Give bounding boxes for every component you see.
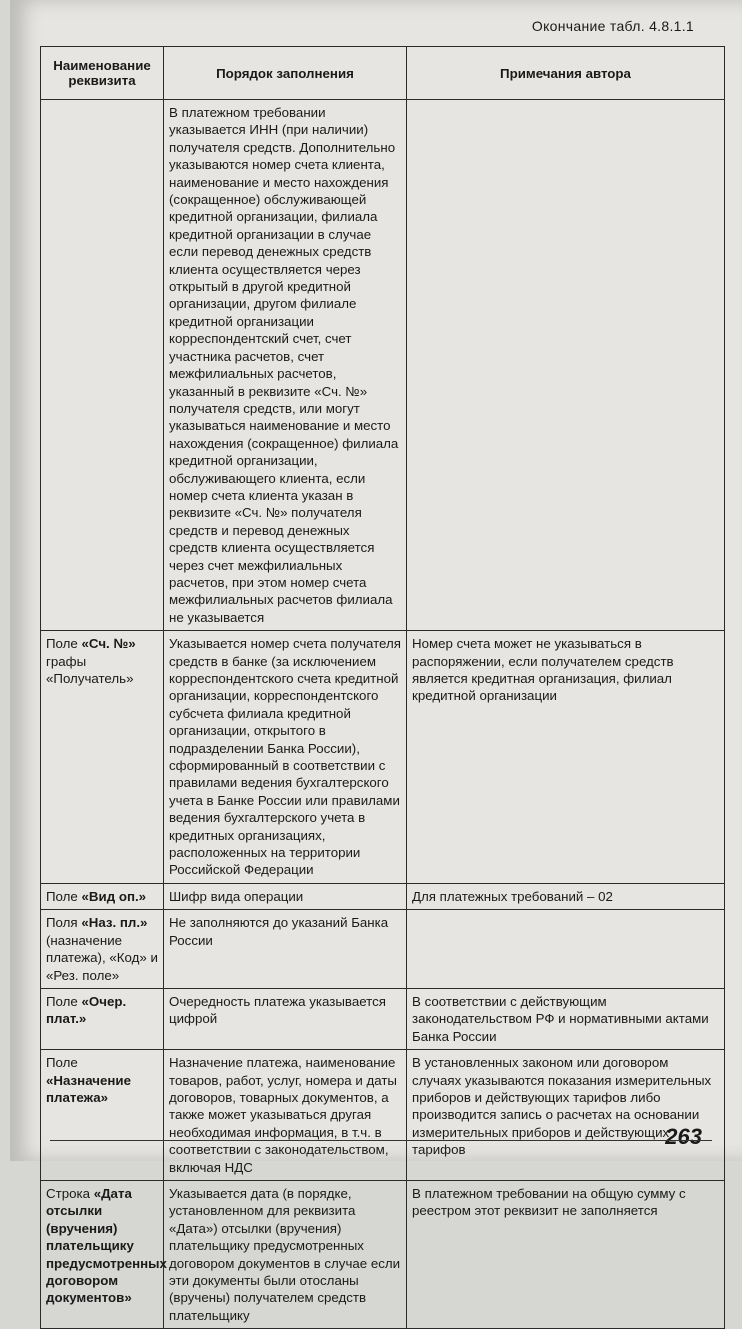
author-note-cell xyxy=(407,100,725,631)
requisite-name-bold: «Очер. плат.» xyxy=(46,993,127,1027)
requisite-name-cell xyxy=(41,1180,167,1328)
table-row xyxy=(41,631,725,884)
footer-divider xyxy=(50,1140,712,1141)
fill-order-cell: Указывается дата (в порядке, установленном для реквизита «Дата») отсылки (вручения) плательщику предусмотренных договором документов в случае если эти документы были отосланы (вручены) получателем средств плательщику xyxy=(164,1180,407,1328)
requisite-name-prefix: Поле xyxy=(46,888,82,904)
requisite-name-prefix: Поле xyxy=(46,636,82,652)
requisite-name-suffix: графы «Получатель» xyxy=(46,653,134,686)
fill-order-cell: Шифр вида операции xyxy=(164,883,407,909)
requisite-name-cell xyxy=(41,631,164,884)
table-header-row xyxy=(41,47,725,100)
header-fill-order: Порядок заполнения xyxy=(164,47,407,100)
table-row xyxy=(41,910,725,989)
author-note-cell: Для платежных требований – 02 xyxy=(407,883,725,909)
author-note-cell xyxy=(407,910,725,989)
book-page xyxy=(10,0,742,1323)
requisite-name-bold: «Наз. пл.» xyxy=(81,915,148,931)
requisite-name-cell xyxy=(41,100,164,631)
requisite-name-prefix: Поля xyxy=(46,915,82,931)
header-requisite-name: Наименование реквизита xyxy=(41,47,164,100)
requisite-name-suffix: (назначение платежа), «Код» и «Рез. поле» xyxy=(46,932,158,983)
requisite-name-bold: «Назначение платежа» xyxy=(46,1072,131,1105)
requisite-name-bold: «Вид оп.» xyxy=(81,888,147,904)
fill-order-cell: Назначение платежа, наименование товаров, работ, услуг, номера и даты договоров, товарных документов, а также может указываться другая необходимая информация, в т.ч. в соответствии с законодательством, включая НДС xyxy=(164,1050,407,1181)
fill-order-cell: Не заполняются до указаний Банка России xyxy=(164,910,407,989)
fill-order-cell: Очередность платежа указывается цифрой xyxy=(164,988,407,1049)
table-row xyxy=(41,883,725,909)
table-row xyxy=(41,100,725,631)
requisites-table xyxy=(40,46,725,1329)
requisite-name-cell xyxy=(41,988,164,1049)
header-author-notes: Примечания автора xyxy=(407,47,725,100)
fill-order-cell: В платежном требовании указывается ИНН (при наличии) получателя средств. Дополнительно указываются номер счета клиента, наименование и место нахождения (сокращенное) обслуживающей кредитной организации, филиала кредитной организации в случае если перевод денежных средств клиента осуществляется через открытый в другой кредитной организации, другом филиале кредитной организации корреспондентский счет, счет участника расчетов, счет межфилиальных расчетов, указанный в реквизите «Сч. №» получателя средств, или могут указываться наименование и место нахождения (сокращенное) филиала кредитной организации, обслуживающего клиента, если номер счета клиента указан в реквизите «Сч. №» получателя средств и перевод денежных средств клиента осуществляется через счет межфилиальных расчетов, при этом номер счета межфилиальных расчетов филиала не указывается xyxy=(164,100,407,631)
author-note-cell: В платежном требовании на общую сумму с реестром этот реквизит не заполняется xyxy=(407,1180,725,1328)
requisite-name-cell xyxy=(41,883,164,909)
page-number: 263 xyxy=(665,1124,702,1149)
fill-order-cell: Указывается номер счета получателя средств в банке (за исключением корреспондентского счета кредитной организации, корреспондентского субсчета филиала кредитной организации, открытого в подразделении Банка России), сформированный в соответствии с правилами ведения бухгалтерского учета в Банке России или правилами ведения бухгалтерского учета в кредитных организациях, расположенных на территории Российской Федерации xyxy=(164,631,407,884)
requisite-name-prefix: Поле xyxy=(46,1055,78,1071)
table-row xyxy=(41,988,725,1049)
requisite-name-prefix: Поле xyxy=(46,993,82,1009)
requisite-name-bold: «Дата отсылки (вручения) плательщику предусмотренных договором документов» xyxy=(46,1185,167,1306)
requisite-name-cell xyxy=(41,910,164,989)
requisite-name-bold: «Сч. №» xyxy=(81,636,136,652)
author-note-cell: Номер счета может не указываться в распоряжении, если получателем средств является кредитная организация, филиал кредитной организации xyxy=(407,631,725,884)
table-row xyxy=(41,1180,725,1328)
requisite-name-prefix: Строка xyxy=(46,1185,94,1201)
author-note-cell: В установленных законом или договором случаях указываются показания измерительных приборов и действующих тарифов либо производится запись о расчетах на основании измерительных приборов и действующих тарифов xyxy=(407,1050,725,1181)
continuation-note: Окончание табл. 4.8.1.1 xyxy=(531,18,694,34)
author-note-cell: В соответствии с действующим законодательством РФ и нормативными актами Банка России xyxy=(407,988,725,1049)
